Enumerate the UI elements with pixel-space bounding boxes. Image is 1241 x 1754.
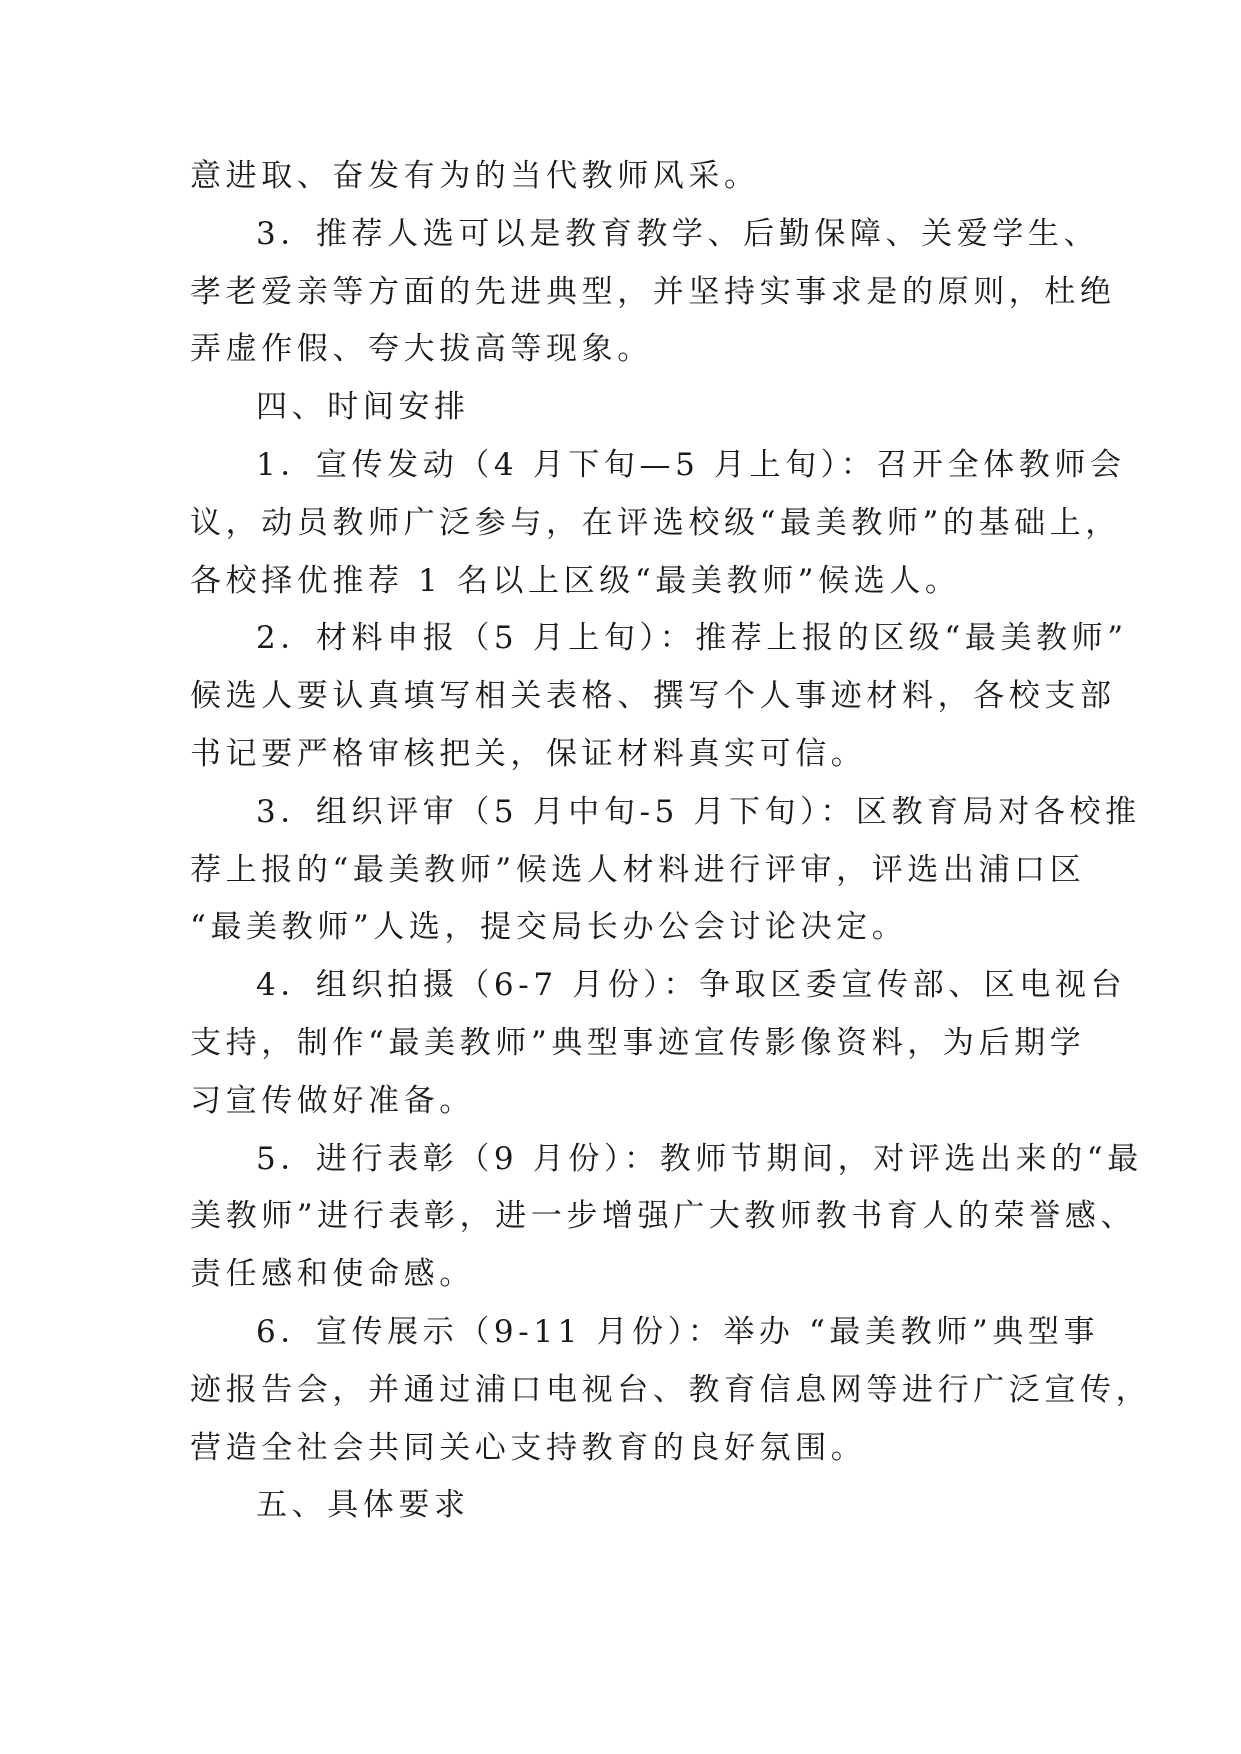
text-line: 意进取、奋发有为的当代教师风采。 — [190, 158, 760, 194]
text-line: 美教师”进行表彰，进一步增强广大教师教书育人的荣誉感、 — [190, 1198, 1137, 1235]
text-line: 2．材料申报（5 月上旬）：推荐上报的区级“最美教师” — [256, 620, 1128, 657]
text-line: 1．宣传发动（4 月下旬—5 月上旬）：召开全体教师会 — [256, 446, 1126, 483]
text-line: 孝老爱亲等方面的先进典型，并坚持实事求是的原则，杜绝 — [190, 273, 1116, 310]
text-line: 习宣传做好准备。 — [190, 1082, 475, 1119]
text-line: 候选人要认真填写相关表格、撰写个人事迹材料，各校支部 — [190, 678, 1116, 715]
text-line: 各校择优推荐 1 名以上区级“最美教师”候选人。 — [190, 562, 961, 599]
document-body — [190, 148, 1152, 1535]
text-line: 5．进行表彰（9 月份）：教师节期间，对评选出来的“最 — [256, 1140, 1143, 1177]
text-line: 4．组织拍摄（6-7 月份）：争取区委宣传部、区电视台 — [256, 967, 1127, 1004]
section-heading: 四、时间安排 — [256, 389, 470, 426]
text-line: 3．推荐人选可以是教育教学、后勤保障、关爱学生、 — [256, 215, 1100, 252]
text-line: 3．组织评审（5 月中旬-5 月下旬）：区教育局对各校推 — [256, 793, 1141, 830]
text-line: 弄虚作假、夸大拔高等现象。 — [190, 331, 653, 368]
text-line: 责任感和使命感。 — [190, 1256, 475, 1293]
text-line: 迹报告会，并通过浦口电视台、教育信息网等进行广泛宣传， — [190, 1371, 1152, 1408]
text-line: 营造全社会共同关心支持教育的良好氛围。 — [190, 1429, 867, 1466]
text-line: 议，动员教师广泛参与，在评选校级“最美教师”的基础上， — [190, 504, 1121, 541]
text-line: “最美教师”人选，提交局长办公会讨论决定。 — [190, 909, 908, 946]
text-line: 荐上报的“最美教师”候选人材料进行评审，评选出浦口区 — [190, 851, 1086, 888]
section-heading: 五、具体要求 — [256, 1487, 470, 1524]
text-line: 支持，制作“最美教师”典型事迹宣传影像资料，为后期学 — [190, 1024, 1086, 1061]
text-line: 6．宣传展示（9-11 月份）：举办 “最美教师”典型事 — [256, 1313, 1100, 1350]
text-line: 书记要严格审核把关，保证材料真实可信。 — [190, 735, 867, 772]
